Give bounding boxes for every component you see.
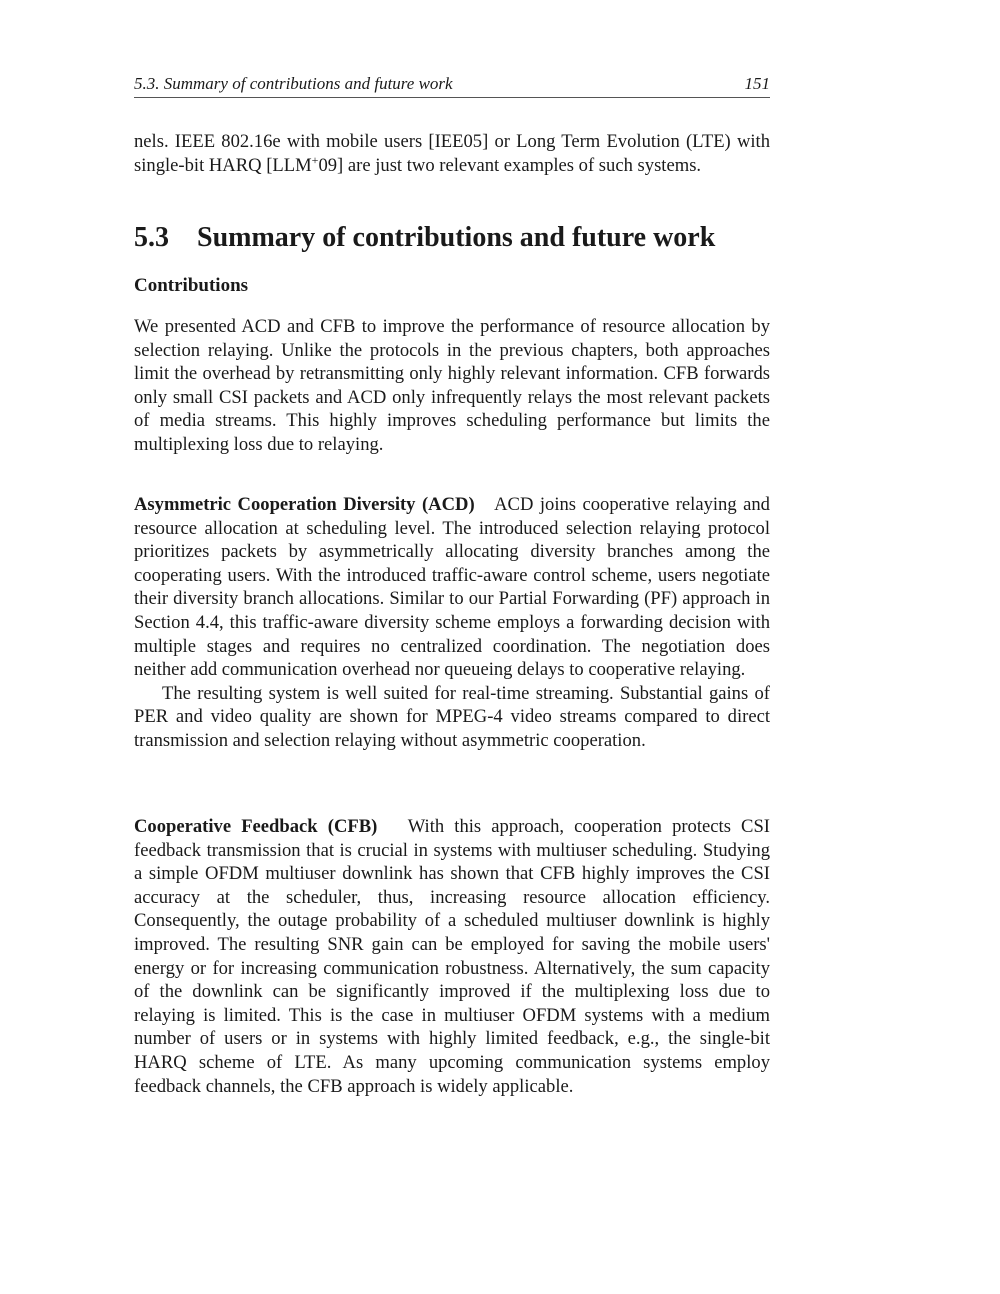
- cfb-paragraph: [134, 815, 770, 1098]
- section-title: Summary of contributions and future work: [197, 222, 716, 253]
- page-number: 151: [744, 74, 770, 93]
- superscript-plus: +: [311, 152, 319, 167]
- continuation-paragraph: [134, 130, 770, 177]
- section-heading: [134, 221, 770, 255]
- contributions-paragraph: We presented ACD and CFB to improve the performance of resource allocation by selection relaying. Unlike the protocols in the previous chapters, both approaches limit the overhead by retransmitting only highly relevant information. CFB forwards only small CSI packets and ACD only infrequently relays the most relevant packets of media streams. This highly improves scheduling performance but limits the multiplexing loss due to relaying.: [134, 316, 770, 455]
- cfb-paragraph-text: With this approach, cooperation protects CSI feedback transmission that is crucial in systems with multiuser scheduling. Studying a simple OFDM multiuser downlink has shown that CFB highly improves the CSI accuracy at the scheduler, thus, increasing resource allocation efficiency. Consequently, the outage probability of a scheduled multiuser downlink is highly improved. The resulting SNR gain can be employed for saving the mobile users' energy or for increasing communication robustness. Alternatively, the sum capacity of the downlink can be significantly improved if the multiplexing loss due to relaying is limited. This is the case in multiuser OFDM systems with a medium number of users or in systems with highly limited feedback, e.g., the single-bit HARQ scheme of LTE. As many upcoming communication systems employ feedback channels, the CFB approach is widely applicable.: [134, 816, 770, 1097]
- continuation-text-end: 09] are just two relevant examples of such systems.: [318, 154, 702, 176]
- acd-block: [134, 493, 770, 753]
- acd-paragraph-2: The resulting system is well suited for real-time streaming. Substantial gains of PER and video quality are shown for MPEG-4 video streams compared to direct transmission and selection relaying without asymmetric cooperation.: [134, 682, 770, 751]
- acd-paragraph-1-text: ACD joins cooperative relaying and resource allocation at scheduling level. The introduced selection relaying protocol prioritizes packets by asymmetrically allocating diversity branches among the cooperating users. With the introduced traffic-aware control scheme, users negotiate their diversity branch allocations. Similar to our Partial Forwarding (PF) approach in Section 4.4, this traffic-aware diversity scheme employs a forwarding decision with multiple stages and requires no centralized coordination. The negotiation does neither add communication overhead nor queueing delays to cooperative relaying.: [134, 494, 770, 681]
- cfb-run-in-heading: Cooperative Feedback (CFB): [134, 816, 378, 837]
- section-number: 5.3: [134, 222, 169, 253]
- cfb-block: [134, 815, 770, 1098]
- continuation-text: nels. IEEE 802.16e with mobile users [IEE05] or Long Term Evolution (LTE) with single-bit HARQ [LLM: [134, 131, 770, 176]
- running-title: 5.3. Summary of contributions and future work: [134, 74, 453, 93]
- contributions-block: [134, 315, 770, 457]
- acd-paragraph-1: [134, 493, 770, 682]
- contributions-heading: Contributions: [134, 275, 249, 296]
- running-header: [134, 73, 770, 98]
- acd-run-in-heading: Asymmetric Cooperation Diversity (ACD): [134, 494, 475, 515]
